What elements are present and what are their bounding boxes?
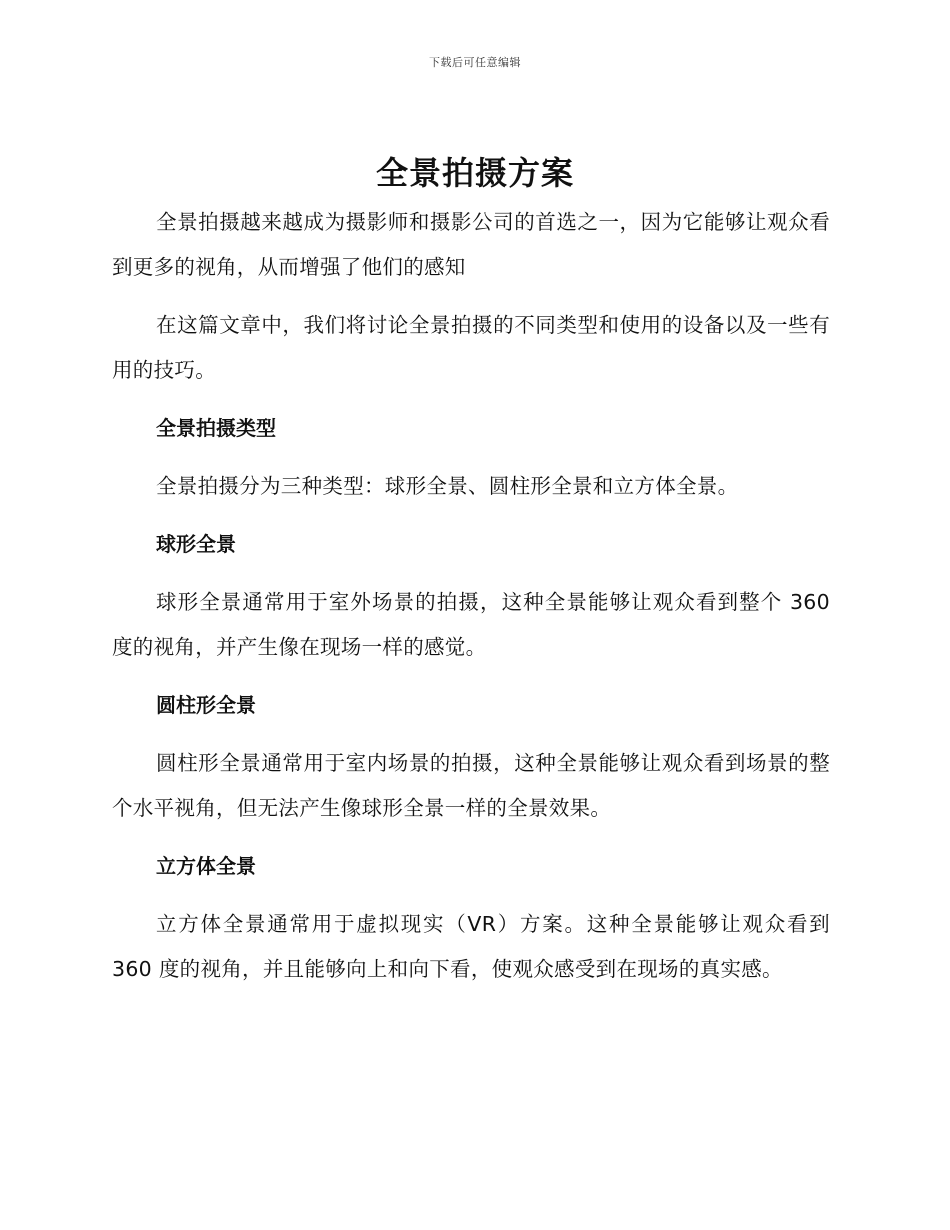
intro-paragraph-1: 全景拍摄越来越成为摄影师和摄影公司的首选之一，因为它能够让观众看到更多的视角，从而增强了他们的感知 — [112, 210, 830, 279]
section-body-cubic: 立方体全景通常用于虚拟现实（VR）方案。这种全景能够让观众看到 360 度的视角，并且能够向上和向下看，使观众感受到在现场的真实感。 — [112, 912, 830, 981]
section-body-types: 全景拍摄分为三种类型：球形全景、圆柱形全景和立方体全景。 — [156, 474, 739, 498]
document-body — [112, 200, 830, 1005]
document-title: 全景拍摄方案 — [375, 154, 574, 192]
section-heading-spherical: 球形全景 — [156, 532, 236, 556]
intro-paragraph-2: 在这篇文章中，我们将讨论全景拍摄的不同类型和使用的设备以及一些有用的技巧。 — [112, 313, 830, 382]
section-heading-cubic: 立方体全景 — [156, 854, 256, 878]
section-body-spherical: 球形全景通常用于室外场景的拍摄，这种全景能够让观众看到整个 360 度的视角，并产生像在现场一样的感觉。 — [112, 590, 830, 659]
section-heading-types: 全景拍摄类型 — [156, 416, 276, 440]
page-header-text: 下载后可任意编辑 — [429, 56, 521, 69]
section-heading-cylindrical: 圆柱形全景 — [156, 693, 256, 717]
section-body-cylindrical: 圆柱形全景通常用于室内场景的拍摄，这种全景能够让观众看到场景的整个水平视角，但无法产生像球形全景一样的全景效果。 — [112, 751, 830, 820]
